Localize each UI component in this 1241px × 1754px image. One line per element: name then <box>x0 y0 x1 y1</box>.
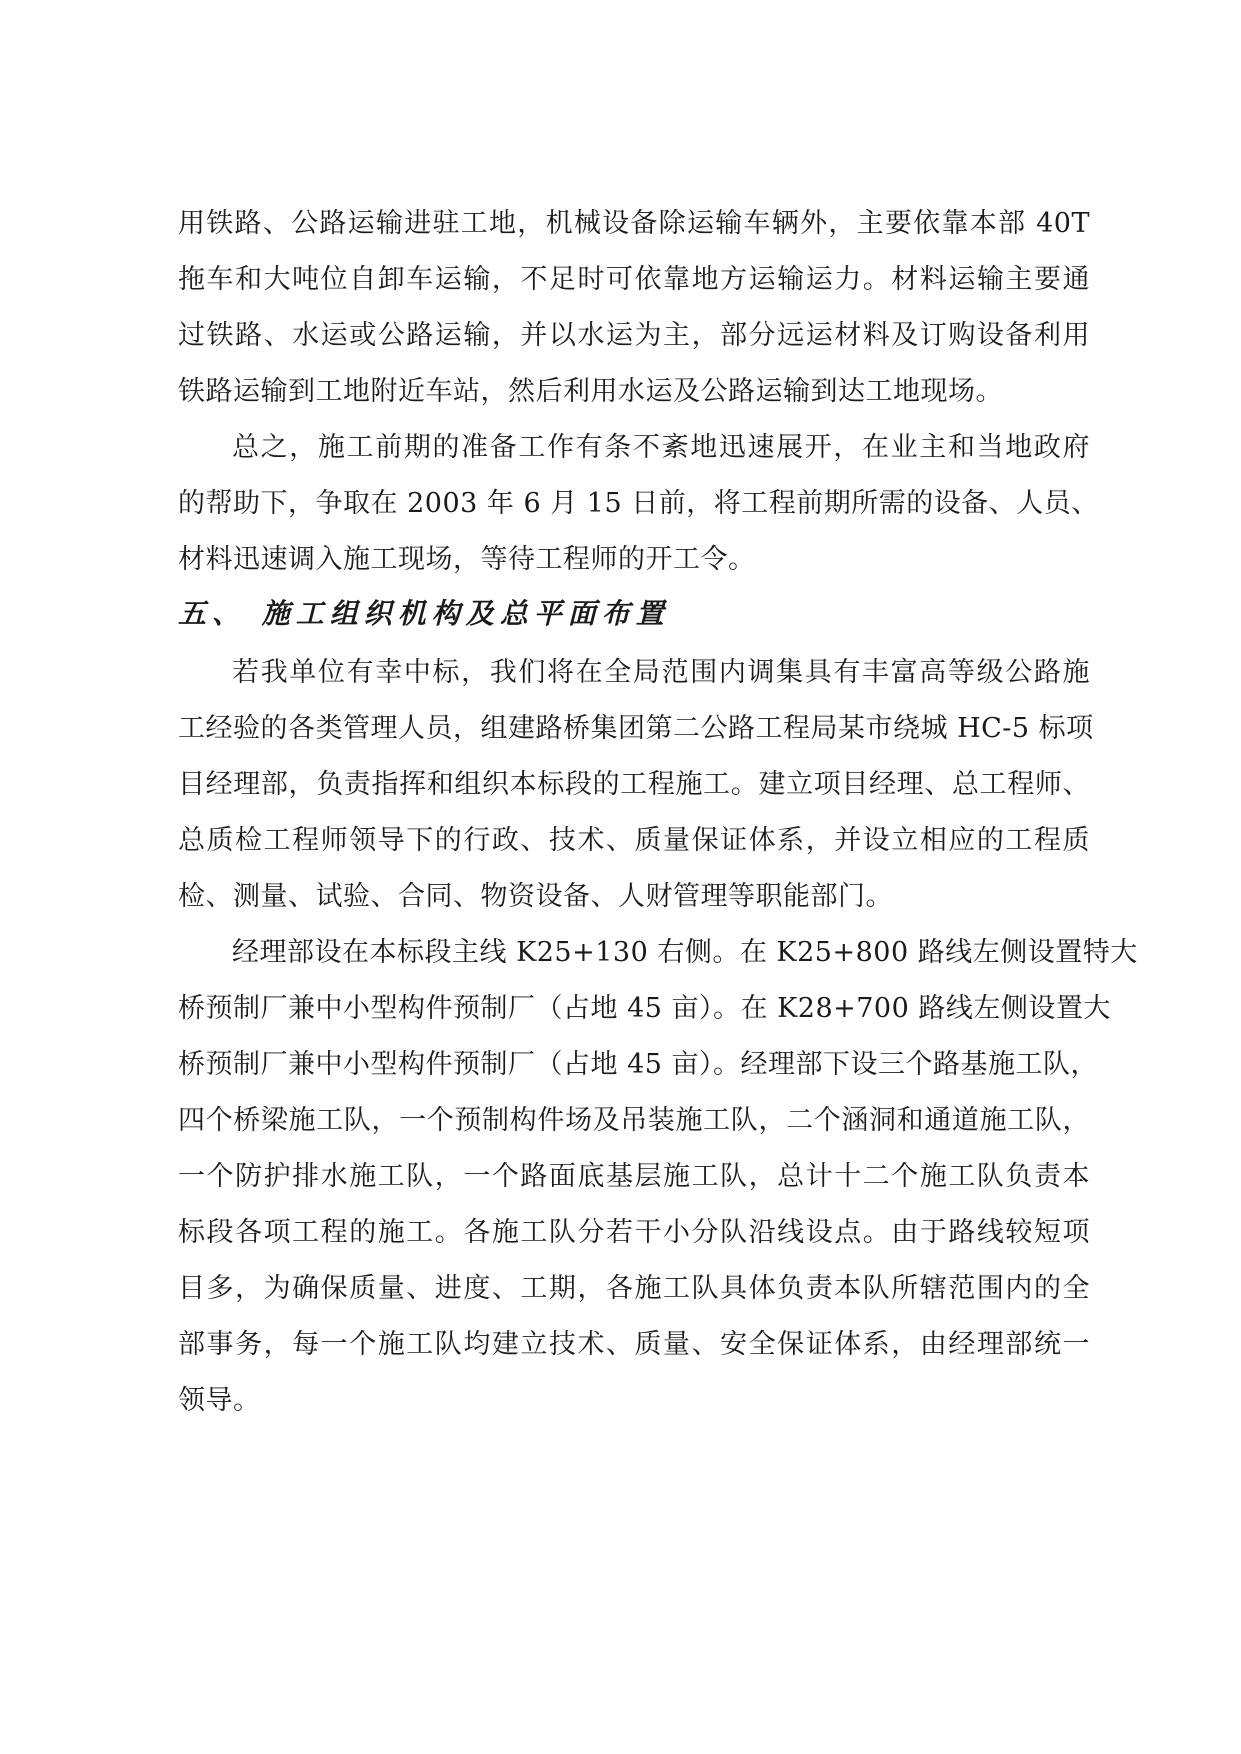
paragraph-1-line-3: 过铁路、水运或公路运输，并以水运为主，部分远运材料及订购设备利用 <box>178 320 1090 351</box>
paragraph-4-line-9: 领导。 <box>178 1385 261 1416</box>
paragraph-3-line-4: 总质检工程师领导下的行政、技术、质量保证体系，并设立相应的工程质 <box>178 825 1090 856</box>
paragraph-3-line-2: 工经验的各类管理人员，组建路桥集团第二公路工程局某市绕城 HC-5 标项 <box>178 713 1094 744</box>
paragraph-4-line-7: 目多，为确保质量、进度、工期，各施工队具体负责本队所辖范围内的全 <box>178 1273 1090 1304</box>
paragraph-4-line-6: 标段各项工程的施工。各施工队分若干小分队沿线设点。由于路线较短项 <box>178 1217 1090 1248</box>
paragraph-4-line-8: 部事务，每一个施工队均建立技术、质量、安全保证体系，由经理部统一 <box>178 1329 1090 1360</box>
paragraph-4-line-4: 四个桥梁施工队，一个预制构件场及吊装施工队，二个涵洞和通道施工队， <box>178 1105 1090 1136</box>
paragraph-1-line-4: 铁路运输到工地附近车站，然后利用水运及公路运输到达工地现场。 <box>178 376 1003 407</box>
paragraph-1-line-2: 拖车和大吨位自卸车运输，不足时可依靠地方运输运力。材料运输主要通 <box>178 264 1090 295</box>
paragraph-4-line-3: 桥预制厂兼中小型构件预制厂（占地 45 亩）。经理部下设三个路基施工队， <box>178 1049 1099 1080</box>
paragraph-4-line-1: 经理部设在本标段主线 K25+130 右侧。在 K25+800 路线左侧设置特大 <box>232 937 1138 968</box>
paragraph-3-line-1: 若我单位有幸中标，我们将在全局范围内调集具有丰富高等级公路施 <box>232 657 1090 688</box>
paragraph-2-line-1: 总之，施工前期的准备工作有条不紊地迅速展开，在业主和当地政府 <box>232 432 1090 463</box>
paragraph-4-line-5: 一个防护排水施工队，一个路面底基层施工队，总计十二个施工队负责本 <box>178 1161 1090 1192</box>
paragraph-1-line-1: 用铁路、公路运输进驻工地，机械设备除运输车辆外，主要依靠本部 40T <box>178 208 1090 239</box>
paragraph-3-line-3: 目经理部，负责指挥和组织本标段的工程施工。建立项目经理、总工程师、 <box>178 769 1090 800</box>
paragraph-3-line-5: 检、测量、试验、合同、物资设备、人财管理等职能部门。 <box>178 881 893 912</box>
section-heading: 五、 施工组织机构及总平面布置 <box>178 597 670 630</box>
paragraph-2-line-2: 的帮助下，争取在 2003 年 6 月 15 日前，将工程前期所需的设备、人员、 <box>178 488 1099 519</box>
paragraph-4-line-2: 桥预制厂兼中小型构件预制厂（占地 45 亩）。在 K28+700 路线左侧设置大 <box>178 993 1111 1024</box>
paragraph-2-line-3: 材料迅速调入施工现场，等待工程师的开工令。 <box>178 544 756 575</box>
